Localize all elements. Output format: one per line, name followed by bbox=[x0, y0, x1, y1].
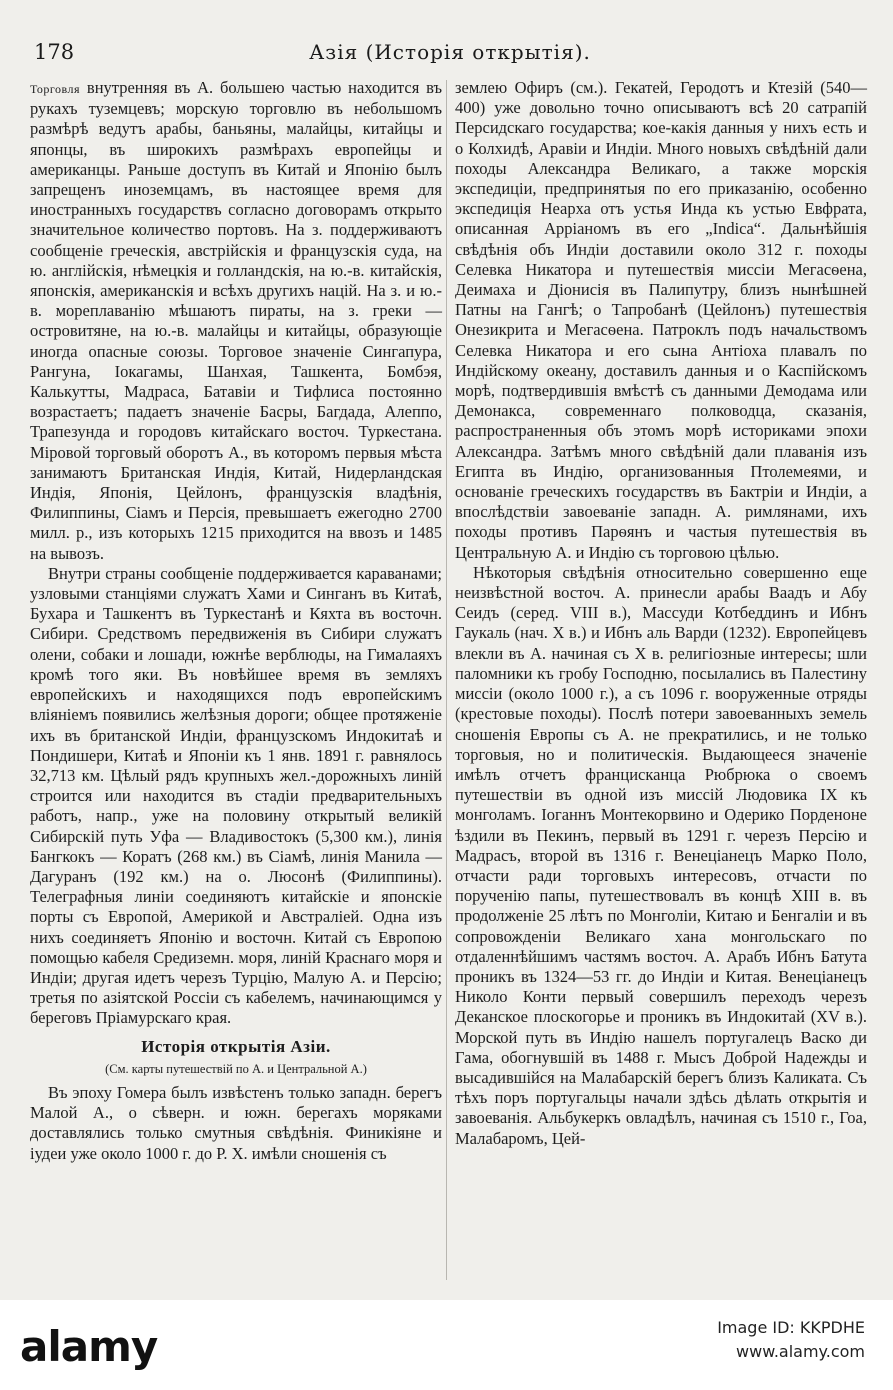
paragraph-medieval-exploration: Нѣкоторыя свѣдѣнія относительно совершенно еще неизвѣстной восточ. А. принесли арабы Ваадъ и Абу Сеидъ (серед. VIII в.), Массуди Котбеддинъ и Ибнъ Гаукаль (нач. X в.) и Ибнъ аль Варди (1232). Европейцевъ влекли въ А. начиная съ X в. религіозные интересы; шли паломники къ гробу Господню, посылались въ Палестину миссіи (около 1000 г.), а съ 1096 г. вооруженные отряды (крестовые походы). Послѣ потери завоеванныхъ земель сношенія Европы съ А. не прекратились, и не только торговыя, но и политическія. Выдающееся значеніе имѣлъ отчетъ францисканца Рюбрюка о своемъ путешествіи въ одной изъ миссій Людовика IX къ монголамъ. Іоганнъ Монтекорвино и Одерико Порденоне ѣздили въ Пекинъ, первый въ 1291 г. черезъ Персію и Мадрасъ, второй въ 1316 г. Венеціанецъ Марко Поло, отчасти ради торговыхъ интересовъ, отчасти по порученію папы, путешествовалъ въ концѣ XIII в. въ продолженіе 25 лѣтъ по Монголіи, Китаю и Бенгаліи и въ сопровожденіи Великаго хана монгольскаго по отдаленнѣйшимъ частямъ восточ. А. Арабъ Ибнъ Батута проникъ въ 1324—53 гг. до Индіи и Китая. Венеціанецъ Николо Конти первый совершилъ переходъ черезъ Деканское плоскогорье и проникъ въ Индокитай (XV в.). Морской путь въ Индію нашелъ португалецъ Васко ди Гама, обогнувшій въ 1488 г. Мысъ Доброй Надежды и высадившійся на Малабарскій берегъ близъ Каликата. Съ тѣхъ поръ португальцы начали здѣсь дѣлать открытія и завоеванія. Альбукеркъ овладѣлъ, начиная съ 1510 г., Гоа, Малабаромъ, Цей- bbox=[455, 562, 867, 1148]
watermark-image-code bbox=[717, 1316, 865, 1364]
run-in-heading: Торговля bbox=[30, 82, 81, 96]
paragraph-text: внутренняя въ А. большею частью находится въ рукахъ туземцевъ; морскую торговлю въ небольшомъ размѣрѣ ведутъ арабы, баньяны, малайцы, китайцы и японцы, въ широкихъ размѣрахъ европейцы и американцы. Раньше доступъ въ Китай и Японію былъ запрещенъ иноземцамъ, въ настоящее время для иностранныхъ государствъ согласно договорамъ открыто значительное количество портовъ. На з. поддерживаютъ сообщеніе греческія, австрійскія и французскія суда, на ю. англійскія, нѣмецкія и голландскія, на ю.-в. китайскія, японскія, американскія и всѣхъ другихъ націй. На з. и ю.-в. мореплаванію мѣшаютъ пираты, на з. греки — островитяне, на ю.-в. малайцы и китайцы, образующіе иногда опасные союзы. Торговое значеніе Сингапура, Рангуна, Іокагамы, Шанхая, Ташкента, Бомбэя, Калькутты, Мадраса, Батавіи и Тифлиса постоянно возрастаетъ; падаетъ значеніе Басры, Багдада, Алеппо, Трапезунда и городовъ китайскаго восточ. Туркестана. Міровой торговый оборотъ А., въ которомъ первыя мѣста занимаютъ Британская Индія, Китай, Нидерландская Индія, Японія, Цейлонъ, французскія владѣнія, Филиппины, Сіамъ и Персія, превышаетъ ежегодно 2700 милл. р., изъ которыхъ 1215 приходится на ввозъ и 1485 на вывозъ. bbox=[30, 78, 443, 563]
watermark-logo: alamy bbox=[20, 1322, 158, 1371]
section-heading: Исторія открытія Азіи. bbox=[141, 1036, 331, 1056]
paragraph-ancient-sources: землею Офиръ (см.). Гекатей, Геродотъ и Ктезій (540—400) уже довольно точно описываютъ всѣ 20 сатрапій Персидскаго государства; кое-какія данныя у нихъ есть и о Колхидѣ, Аравіи и Индіи. Много новыхъ свѣдѣній дали походы Александра Великаго, а также морскія экспедиціи, предпринятыя по его приказанію, особенно экспедиція Неарха отъ устья Инда къ устью Евфрата, описанная Арріаномъ въ его „Indica“. Дальнѣйшія свѣдѣнія объ Индіи доставили около 312 г. походы Селевка Никатора и путешествія миссіи Мегасѳена, Деимаха и Діонисія въ Палипутру, близъ нынѣшней Патны на Гангѣ; о Тапробанѣ (Цейлонъ) путешествія Онезикрита и Мегасѳена. Патроклъ подъ начальствомъ Селевка Никатора и его сына Антіоха плавалъ по Индійскому океану, доставилъ данныя и о Каспійскомъ морѣ, подтвердившія вмѣстѣ съ данными Демодама или Демонакса, современнаго полководца, сказанія, распространенныя объ этомъ морѣ историками эпохи Александра. Затѣмъ много свѣдѣній дали плаванія изъ Египта въ Индію, организованныя Птолемеями, и основаніе греческихъ государствъ въ Бактріи и Индіи, а впослѣдствіи завоеваніе западн. А. римлянами, ихъ походы противъ Парѳянъ и частыя путешествія въ Центральную А. и Индію съ торговою цѣлью. bbox=[455, 78, 867, 562]
image-id-text: Image ID: KKPDHE bbox=[717, 1318, 865, 1337]
page-number: 178 bbox=[34, 40, 75, 64]
paragraph-history-start: Въ эпоху Гомера былъ извѣстенъ только западн. берегъ Малой А., о сѣверн. и южн. берегахъ моряками доставлялись только смутныя свѣдѣнія. Финикіяне и іудеи уже около 1000 г. до Р. Х. имѣли сношенія съ bbox=[30, 1082, 442, 1163]
section-subheading: (См. карты путешествій по А. и Центральной А.) bbox=[105, 1061, 367, 1076]
paragraph-inland-communication: Внутри страны сообщеніе поддерживается караванами; узловыми станціями служатъ Хами и Синганъ въ Китаѣ, Бухара и Ташкентъ въ Туркестанѣ и Кяхта въ восточн. Сибири. Средствомъ передвиженія въ Сибири служатъ олени, собаки и лошади, южнѣе верблюды, на Гималаяхъ кромѣ того яки. Въ новѣйшее время въ земляхъ европейскихъ и находящихся подъ европейскимъ вліяніемъ появились желѣзныя дороги; общее протяженіе ихъ въ британской Индіи, французскомъ Индокитаѣ и Пондишери, Китаѣ и Японіи къ 1 янв. 1891 г. равнялось 32,713 км. Цѣлый рядъ крупныхъ жел.-дорожныхъ линій строится или находится въ стадіи предварительныхъ работъ, напр., уже на половину открытый великій Сибирскій путь Уфа — Владивостокъ (5,300 км.), линія Бангкокъ — Коратъ (268 км.) въ Сіамѣ, линія Манила — Дагуранъ (192 км.) на о. Люсонѣ (Филиппины). Телеграфныя линіи соединяютъ китайскіе и японскіе порты съ Европой, Америкой и Австраліей. Одна изъ нихъ соединяетъ Японію и восточн. Китай съ Европою помощью кабеля Средиземн. моря, линій Краснаго моря и Индіи; другая идетъ черезъ Турцію, Малую А. и Персію; третья по азіятской Россіи съ кабелемъ, начинающимся у береговъ Пріамурскаго края. bbox=[30, 563, 442, 1028]
site-url-text: www.alamy.com bbox=[736, 1342, 865, 1361]
running-title: Азія (Исторія открытія). bbox=[309, 40, 591, 64]
left-column bbox=[30, 78, 442, 1164]
right-column bbox=[455, 78, 867, 1149]
paragraph-trade bbox=[30, 78, 442, 564]
column-divider bbox=[446, 80, 447, 1280]
page-header bbox=[34, 40, 866, 70]
